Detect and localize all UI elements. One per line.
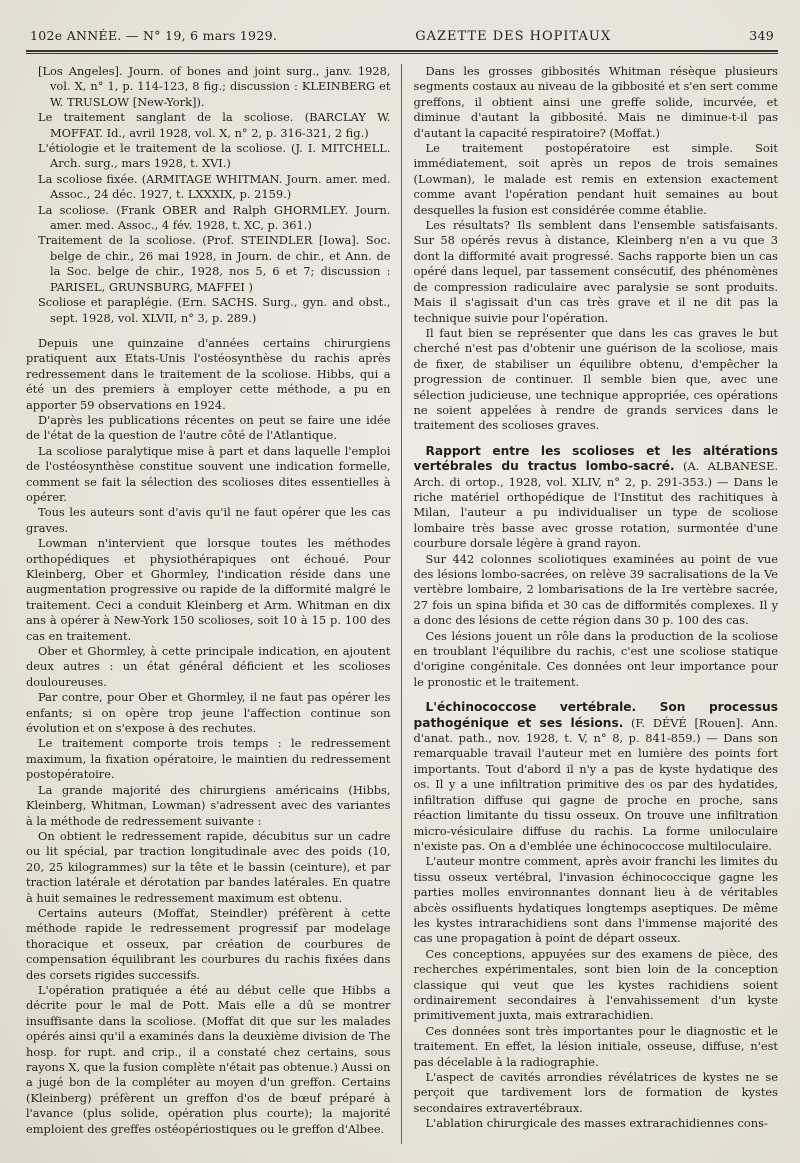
paragraph: L'auteur montre comment, après avoir franchi les limites du tissu osseux vertébral, l'invasion échinococcique gagne les parties molles environnantes donnant lieu à de véritables abcès ossifluents hydatiques longtemps aseptiques. De même les kystes intrarachidiens sont dans l'immense majorité des cas une propagation à point de départ osseux.	[413, 854, 778, 946]
paragraph: Sur 442 colonnes scoliotiques examinées au point de vue des lésions lombo-sacrées, on relève 39 sacralisations de la Ve vertèbre lombaire, 2 lombarisations de la Ire vertèbre sacrée, 27 fois un spina bifida et 30 cas de difformités complexes. Il y a donc des lésions de cette région dans 30 p. 100 des cas.	[413, 551, 778, 628]
paragraph: Ces données sont très importantes pour le diagnostic et le traitement. En effet, la lésion initiale, osseuse, diffuse, n'est pas décelable à la radiographie.	[413, 1023, 778, 1069]
reference-entry: La scoliose. (Frank OBER and Ralph GHORMLEY. Journ. amer. med. Assoc., 4 fév. 1928, t. XC, p. 361.)	[38, 202, 391, 233]
section-heading-block	[414, 444, 779, 552]
reference-entry: Le traitement sanglant de la scoliose. (BARCLAY W. MOFFAT. Id., avril 1928, vol. X, n° 2, p. 316-321, 2 fig.)	[38, 110, 391, 140]
reference-entry: Scoliose et paraplégie. (Ern. SACHS. Surg., gyn. and obst., sept. 1928, vol. XLVII, n° 3, p. 289.)	[38, 295, 391, 325]
paragraph: Certains auteurs (Moffat, Steindler) préfèrent à cette méthode rapide le redressement progressif par modelage thoracique et osseux, par création de courbures de compensation équilibrant les courbures du rachis fixées dans des corsets rigides successifs.	[26, 905, 391, 982]
left-column	[26, 64, 402, 1144]
paragraph: D'après les publications récentes on peut se faire une idée de l'état de la question de l'autre côté de l'Atlantique.	[26, 412, 391, 443]
paragraph: Il faut bien se représenter que dans les cas graves le but cherché n'est pas d'obtenir une guérison de la scoliose, mais de fixer, de stabiliser un équilibre obtenu, d'empêcher la progression de continuer. Il semble bien que, avec une sélection judicieuse, une technique appropriée, ces opérations ne soient appelées à rendre de grands services dans le traitement des scolioses graves.	[413, 325, 778, 433]
reference-entry: [Los Angeles]. Journ. of bones and joint surg., janv. 1928, vol. X, n° 1, p. 114-123, 8 fig.; discussion : KLEINBERG et W. TRUSLOW [New-York]).	[38, 64, 391, 109]
paragraph: Depuis une quinzaine d'années certains chirurgiens pratiquent aux Etats-Unis l'ostéosynthèse du rachis après redressement dans le traitement de la scoliose. Hibbs, qui a été un des premiers à employer cette méthode, a pu en apporter 59 observations en 1924.	[26, 335, 391, 412]
section-intro: (A. ALBANESE. Arch. di ortop., 1928, vol. XLIV, n° 2, p. 291-353.) — Dans le riche matériel orthopédique de l'Institut des rachitiques à Milan, l'auteur a pu individualiser un type de scoliose lombaire très basse avec grosse rotation, surmontée d'une courbure dorsale légère à grand rayon.	[413, 459, 778, 551]
section-heading: Rapport entre les scolioses et les altérations vertébrales du tractus lombo-sacré.	[413, 443, 778, 474]
paragraph: Ces lésions jouent un rôle dans la production de la scoliose en troublant l'équilibre du rachis, c'est une scoliose statique d'origine congénitale. Ces données ont leur importance pour le pronostic et le traitement.	[413, 628, 778, 689]
paragraph: Le traitement comporte trois temps : le redressement maximum, la fixation opératoire, le maintien du redressement postopératoire.	[26, 736, 391, 782]
paragraph: Ces conceptions, appuyées sur des examens de pièce, des recherches expérimentales, sont bien loin de la conception classique qui veut que les kystes rachidiens soient ordinairement secondaires à l'envahissement d'un kyste primitivement juxta, mais extrarachidien.	[413, 946, 778, 1023]
paragraph: Dans les grosses gibbosités Whitman résèque plusieurs segments costaux au niveau de la gibbosité et s'en sert comme greffons, il obtient ainsi une greffe solide, incurvée, et diminue d'autant la gibbosité. Mais ne diminue-t-il pas d'autant la capacité respiratoire? (Moffat.)	[413, 64, 778, 140]
section-heading: L'échinococcose vertébrale. Son processus pathogénique et ses lésions.	[413, 700, 778, 730]
paragraph: L'aspect de cavités arrondies révélatrices de kystes ne se perçoit que tardivement lors de formation de kystes secondaires extravertébraux.	[413, 1070, 778, 1115]
section-heading-block	[414, 700, 779, 854]
right-column	[414, 64, 779, 1144]
paragraph: Tous les auteurs sont d'avis qu'il ne faut opérer que les cas graves.	[26, 505, 391, 535]
reference-entry: La scoliose fixée. (ARMITAGE WHITMAN. Journ. amer. med. Assoc., 24 déc. 1927, t. LXXXIX, p. 2159.)	[38, 171, 391, 202]
paragraph: La grande majorité des chirurgiens américains (Hibbs, Kleinberg, Whitman, Lowman) s'adressent avec des variantes à la méthode de redressement suivante :	[26, 782, 391, 828]
paragraph: Le traitement postopératoire est simple. Soit immédiatement, soit après un repos de trois semaines (Lowman), le malade est remis en extension exactement comme avant l'opération pendant huit semaines au bout desquelles la fusion est considérée comme établie.	[413, 141, 778, 217]
paragraph: Les résultats? Ils semblent dans l'ensemble satisfaisants. Sur 58 opérés revus à distance, Kleinberg n'en a vu que 3 dont la difformité avait progressé. Sachs rapporte bien un cas opéré dans lequel, par tassement consécutif, des phénomènes de compression radiculaire avec paralysie se sont produits. Mais il s'agissait d'un cas très grave et il ne dit pas la technique suivie pour l'opération.	[413, 218, 778, 325]
issue-info: 102e ANNÉE. — N° 19, 6 mars 1929.	[30, 28, 278, 43]
paragraph: Ober et Ghormley, à cette principale indication, en ajoutent deux autres : un état général déficient et les scolioses douloureuses.	[26, 644, 391, 689]
journal-title: GAZETTE DES HOPITAUX	[415, 29, 612, 44]
header-rule-thin	[26, 53, 778, 54]
page-header	[26, 28, 778, 50]
paragraph: On obtient le redressement rapide, décubitus sur un cadre ou lit spécial, par traction longitudinale avec des poids (10, 20, 25 kilogrammes) sur la tête et le bassin (ceinture), et par traction latérale et dérotation par bandes latérales. En quatre à huit semaines le redressement maximum est obtenu.	[26, 828, 391, 905]
paragraph: La scoliose paralytique mise à part et dans laquelle l'emploi de l'ostéosynthèse constitue souvent une indication formelle, comment se fait la sélection des scolioses dites essentielles à opérer.	[26, 443, 391, 504]
section-intro: (F. DÉVÉ [Rouen]. Ann. d'anat. path., nov. 1928, t. V, n° 8, p. 841-859.) — Dans son remarquable travail l'auteur met en lumière des points fort importants. Tout d'abord il n'y a pas de kyste hydatique des os. Il y a une infiltration primitive des os par des hydatides, infiltration diffuse qui gagne de proche en proche, sans réaction limitante du tissu osseux. On trouve une infiltration micro-vésiculaire diffuse du rachis. La forme uniloculaire n'existe pas. On a d'emblée une échinococcose multiloculaire.	[413, 715, 778, 853]
header-rule	[26, 50, 778, 52]
article-columns	[26, 64, 778, 1144]
paragraph: L'ablation chirurgicale des masses extrarachidiennes cons-	[425, 1116, 768, 1131]
page-number: 349	[749, 28, 774, 43]
paragraph: Lowman n'intervient que lorsque toutes les méthodes orthopédiques et physiothérapiques ont échoué. Pour Kleinberg, Ober et Ghormley, l'indication réside dans une augmentation progressive ou rapide de la difformité malgré le traitement. Ceci a conduit Kleinberg et Arm. Whitman en dix ans à opérer à New-York 150 scolioses, soit 10 à 15 p. 100 des cas en traitement.	[26, 536, 391, 643]
reference-entry: L'étiologie et le traitement de la scoliose. (J. I. MITCHELL. Arch. surg., mars 1928, t. XVI.)	[38, 141, 391, 171]
paragraph: L'opération pratiquée a été au début celle que Hibbs a décrite pour le mal de Pott. Mais elle a dû se montrer insuffisante dans la scoliose. (Moffat dit que sur les malades opérés ainsi qu'il a examinés dans la deuxième division de The hosp. for rupt. and crip., il a constaté chez certains, sous rayons X, que la fusion complète n'était pas obtenue.) Aussi on a jugé bon de la compléter au moyen d'un greffon. Certains (Kleinberg) préfèrent un greffon d'os de bœuf préparé à l'avance (plus solide, opération plus courte); la majorité emploient des greffes ostéopériostiques ou le greffon d'Albee.	[26, 982, 391, 1136]
paragraph: Par contre, pour Ober et Ghormley, il ne faut pas opérer les enfants; si on opère trop jeune l'affection continue son évolution et on s'expose à des rechutes.	[26, 690, 391, 736]
reference-entry: Traitement de la scoliose. (Prof. STEINDLER [Iowa]. Soc. belge de chir., 26 mai 1928, in Journ. de chir., et Ann. de la Soc. belge de chir., 1928, nos 5, 6 et 7; discussion : PARISEL, GRUNSBURG, MAFFEI )	[38, 233, 391, 294]
